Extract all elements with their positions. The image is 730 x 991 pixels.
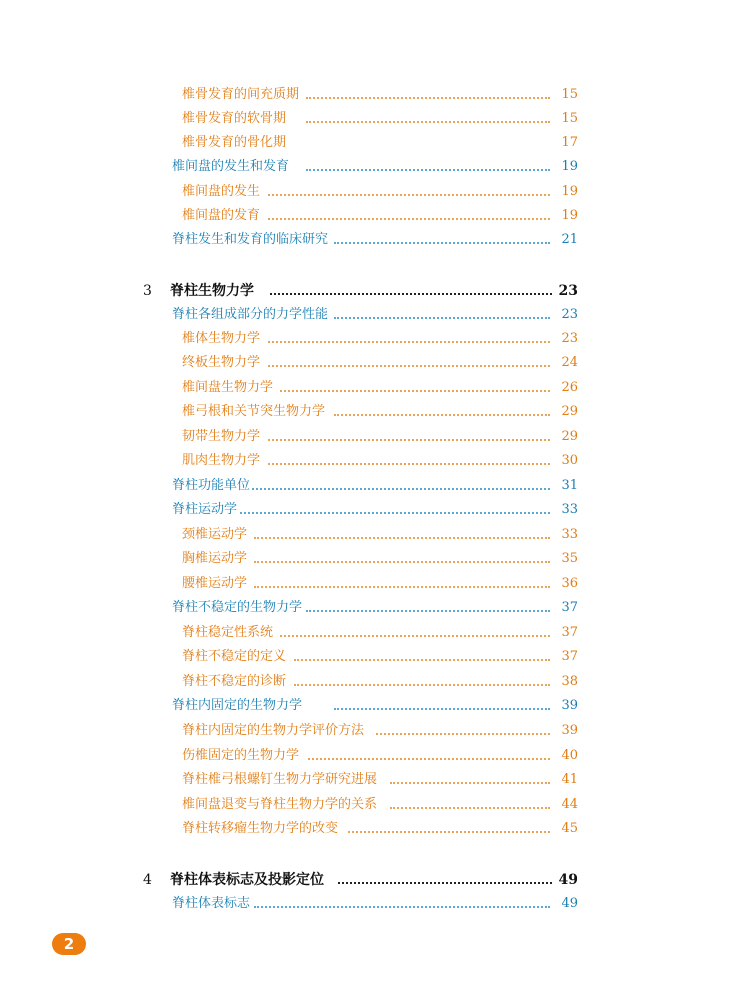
toc-entry-title: 椎间盘的发育	[182, 205, 262, 227]
toc-entry-title: 椎体生物力学	[182, 328, 262, 350]
toc-entry[interactable]	[0, 646, 730, 668]
dot-leader	[270, 293, 552, 295]
toc-entry-page: 33	[561, 527, 578, 542]
toc-entry-page: 24	[561, 355, 578, 370]
toc-entry-page: 37	[561, 625, 578, 640]
dot-leader	[268, 439, 550, 441]
toc-entry-page: 44	[561, 797, 578, 812]
toc-entry[interactable]	[0, 229, 730, 251]
toc-entry-title: 脊柱体表标志及投影定位	[170, 869, 326, 891]
toc-entry[interactable]	[0, 377, 730, 399]
toc-entry-page: 29	[561, 429, 578, 444]
dot-leader	[376, 733, 550, 735]
dot-leader	[254, 586, 550, 588]
toc-entry-title: 胸椎运动学	[182, 548, 249, 570]
toc-entry[interactable]	[0, 328, 730, 350]
toc-entry-title: 椎间盘生物力学	[182, 377, 275, 399]
dot-leader	[254, 537, 550, 539]
dot-leader	[306, 610, 550, 612]
dot-leader	[268, 463, 550, 465]
dot-leader	[306, 169, 550, 171]
toc-entry[interactable]	[0, 84, 730, 106]
toc-entry-title: 椎骨发育的软骨期	[182, 108, 288, 130]
toc-entry[interactable]	[0, 156, 730, 178]
toc-entry[interactable]	[0, 695, 730, 717]
toc-entry-title: 颈椎运动学	[182, 524, 249, 546]
toc-entry-page: 15	[561, 111, 578, 126]
dot-leader	[268, 218, 550, 220]
toc-entry[interactable]	[0, 352, 730, 374]
toc-entry-title: 椎骨发育的间充质期	[182, 84, 301, 106]
toc-entry-title: 脊柱功能单位	[172, 475, 252, 497]
toc-entry-title: 终板生物力学	[182, 352, 262, 374]
dot-leader	[280, 635, 550, 637]
toc-entry-title: 伤椎固定的生物力学	[182, 745, 301, 767]
toc-entry[interactable]	[0, 304, 730, 326]
toc-entry-title: 椎弓根和关节突生物力学	[182, 401, 327, 423]
toc-entry-title: 肌肉生物力学	[182, 450, 262, 472]
toc-entry-title: 脊柱发生和发育的临床研究	[172, 229, 330, 251]
toc-entry-page: 39	[561, 723, 578, 738]
toc-entry-title: 脊柱内固定的生物力学	[172, 695, 304, 717]
toc-entry[interactable]	[0, 499, 730, 521]
toc-entry-title: 韧带生物力学	[182, 426, 262, 448]
toc-entry-title: 脊柱转移瘤生物力学的改变	[182, 818, 340, 840]
toc-entry-page: 23	[558, 283, 578, 299]
toc-entry-page: 33	[561, 502, 578, 517]
toc-entry-page: 49	[561, 896, 578, 911]
toc-entry-title: 脊柱各组成部分的力学性能	[172, 304, 330, 326]
toc-entry-page: 23	[561, 307, 578, 322]
dot-leader	[390, 807, 550, 809]
toc-entry-title: 脊柱生物力学	[170, 280, 256, 302]
dot-leader	[334, 414, 550, 416]
toc-entry-page: 35	[561, 551, 578, 566]
toc-entry-title: 脊柱不稳定的诊断	[182, 671, 288, 693]
toc-entry[interactable]	[0, 181, 730, 203]
toc-entry[interactable]	[0, 573, 730, 595]
dot-leader	[294, 659, 550, 661]
toc-entry[interactable]	[0, 769, 730, 791]
toc-entry-page: 37	[561, 649, 578, 664]
dot-leader	[268, 341, 550, 343]
dot-leader	[254, 561, 550, 563]
toc-entry[interactable]	[0, 622, 730, 644]
toc-entry[interactable]	[0, 720, 730, 742]
chapter-number: 4	[143, 872, 152, 888]
dot-leader	[334, 242, 550, 244]
dot-leader	[240, 512, 550, 514]
toc-entry-title: 腰椎运动学	[182, 573, 249, 595]
toc-entry-title: 脊柱内固定的生物力学评价方法	[182, 720, 366, 742]
toc-entry[interactable]	[0, 597, 730, 619]
toc-entry[interactable]	[0, 524, 730, 546]
toc-entry-title: 椎间盘的发生和发育	[172, 156, 291, 178]
toc-entry[interactable]	[0, 893, 730, 915]
toc-entry-page: 40	[561, 748, 578, 763]
chapter-number: 3	[143, 283, 152, 299]
toc-entry[interactable]	[0, 450, 730, 472]
dot-leader	[280, 390, 550, 392]
toc-entry-page: 36	[561, 576, 578, 591]
toc-entry-page: 15	[561, 87, 578, 102]
toc-entry-title: 脊柱运动学	[172, 499, 239, 521]
toc-entry[interactable]	[0, 671, 730, 693]
toc-entry-page: 49	[558, 872, 578, 888]
toc-entry[interactable]	[0, 475, 730, 497]
toc-entry-page: 21	[561, 232, 578, 247]
toc-entry[interactable]	[0, 745, 730, 767]
toc-entry-page: 29	[561, 404, 578, 419]
toc-entry-page: 41	[561, 772, 578, 787]
dot-leader	[338, 882, 552, 884]
dot-leader	[334, 708, 550, 710]
dot-leader	[252, 488, 550, 490]
dot-leader	[268, 194, 550, 196]
toc-entry-title: 椎骨发育的骨化期	[182, 132, 288, 154]
toc-entry-title: 脊柱椎弓根螺钉生物力学研究进展	[182, 769, 379, 791]
dot-leader	[268, 365, 550, 367]
toc-entry-page: 31	[561, 478, 578, 493]
toc-entry-page: 30	[561, 453, 578, 468]
toc-entry-page: 19	[561, 208, 578, 223]
toc-entry-title: 椎间盘退变与脊柱生物力学的关系	[182, 794, 379, 816]
dot-leader	[348, 831, 550, 833]
toc-chapter[interactable]	[0, 280, 730, 302]
dot-leader	[308, 758, 550, 760]
toc-entry[interactable]	[0, 205, 730, 227]
dot-leader	[334, 317, 550, 319]
toc-entry[interactable]	[0, 401, 730, 423]
dot-leader	[294, 684, 550, 686]
dot-leader	[254, 906, 550, 908]
toc-entry-page: 26	[561, 380, 578, 395]
toc-entry-title: 脊柱不稳定的生物力学	[172, 597, 304, 619]
toc-entry-page: 45	[561, 821, 578, 836]
toc-entry-page: 19	[561, 159, 578, 174]
toc-entry-title: 椎间盘的发生	[182, 181, 262, 203]
toc-entry[interactable]	[0, 426, 730, 448]
toc-entry[interactable]	[0, 108, 730, 130]
toc-entry-title: 脊柱不稳定的定义	[182, 646, 288, 668]
toc-entry[interactable]	[0, 818, 730, 840]
toc-entry[interactable]	[0, 548, 730, 570]
toc-entry-page: 37	[561, 600, 578, 615]
toc-entry-page: 38	[561, 674, 578, 689]
toc-entry-page: 17	[561, 135, 578, 150]
toc-chapter[interactable]	[0, 869, 730, 891]
toc-entry[interactable]	[0, 794, 730, 816]
dot-leader	[390, 782, 550, 784]
toc-entry-page: 23	[561, 331, 578, 346]
toc-entry-page: 39	[561, 698, 578, 713]
page-number-badge: 2	[52, 933, 86, 955]
toc-entry-page: 19	[561, 184, 578, 199]
toc-entry[interactable]	[0, 132, 730, 154]
dot-leader	[306, 121, 550, 123]
toc-entry-title: 脊柱体表标志	[172, 893, 252, 915]
toc-entry-title: 脊柱稳定性系统	[182, 622, 275, 644]
dot-leader	[306, 97, 550, 99]
